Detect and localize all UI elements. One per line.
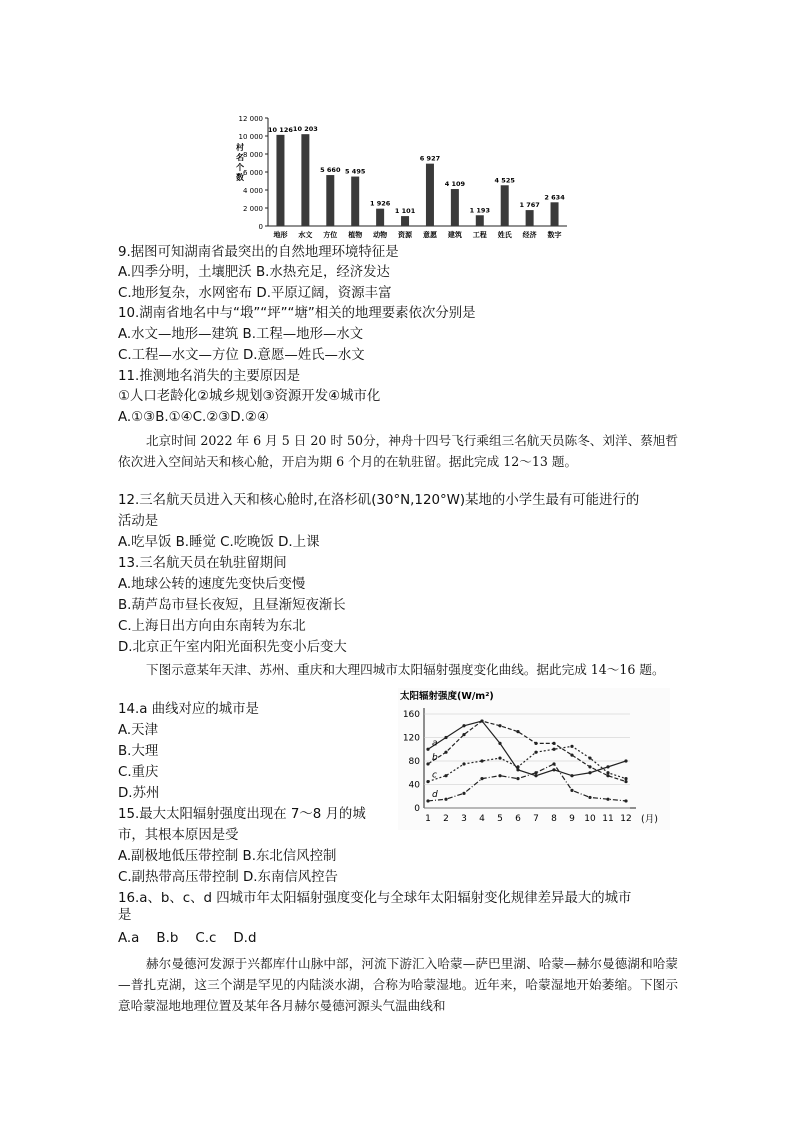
- q16-options: A.a B.b C.c D.d: [118, 931, 257, 946]
- bar-chart-value-label: 1 101: [394, 207, 416, 216]
- line-chart-xtick-label: 9: [569, 814, 575, 824]
- bar-chart-value-label: 5 495: [345, 167, 366, 176]
- bar-chart-category-label: 意愿: [422, 231, 437, 239]
- line-chart-point: [444, 774, 447, 777]
- line-chart-point: [534, 742, 537, 745]
- q13-option-a: A.地球公转的速度先变快后变慢: [118, 577, 306, 592]
- line-chart-point: [624, 799, 627, 802]
- bar-chart-bar: [426, 164, 434, 226]
- line-chart-xtick-label: 11: [602, 814, 614, 824]
- q13-stem: 13.三名航天员在轨驻留期间: [118, 556, 287, 571]
- line-chart-xlabel: (月): [641, 814, 658, 825]
- bar-chart-category-label: 经济: [522, 231, 537, 239]
- line-chart-point: [588, 765, 591, 768]
- line-chart-xtick-label: 10: [584, 814, 596, 824]
- bar-chart-value-label: 1 926: [369, 199, 391, 208]
- line-chart-point: [588, 756, 591, 759]
- line-chart-series-label: b: [432, 752, 438, 763]
- line-chart-series-c: [428, 746, 626, 781]
- bar-chart-value-label: 5 660: [320, 166, 341, 175]
- village-name-bar-chart: [222, 100, 572, 245]
- bar-chart-category-label: 数字: [547, 231, 562, 239]
- bar-chart-bar: [301, 134, 309, 226]
- q9-stem: 9.据图可知湖南省最突出的自然地理环境特征是: [118, 245, 399, 260]
- q13-option-b: B.葫芦岛市昼长夜短，且昼渐短夜渐长: [118, 598, 346, 613]
- bar-chart-bar: [401, 216, 409, 226]
- bar-chart-ylabel: 村名个数: [236, 143, 244, 182]
- line-chart-point: [498, 774, 501, 777]
- line-chart-xtick-label: 2: [443, 814, 449, 824]
- q12-options: A.吃早饭 B.睡觉 C.吃晚饭 D.上课: [118, 535, 320, 550]
- bar-chart-ytick-label: 8 000: [242, 151, 263, 159]
- bar-chart-value-label: 6 927: [419, 154, 441, 163]
- q14-option-b: B.大理: [118, 744, 159, 759]
- line-chart-xtick-label: 7: [533, 814, 539, 824]
- line-chart-point: [462, 733, 465, 736]
- q13-option-d: D.北京正午室内阳光面积先变小后变大: [118, 640, 347, 655]
- line-chart-point: [624, 780, 627, 783]
- line-chart-point: [462, 762, 465, 765]
- line-chart-point: [444, 751, 447, 754]
- line-chart-point: [552, 762, 555, 765]
- line-chart-point: [480, 759, 483, 762]
- line-chart-point: [552, 748, 555, 751]
- line-chart-xtick-label: 1: [425, 814, 431, 824]
- line-chart-point: [462, 724, 465, 727]
- line-chart-point: [516, 777, 519, 780]
- q10-options-cd: C.工程—水文—方位 D.意愿—姓氏—水文: [118, 348, 365, 363]
- line-chart-point: [570, 745, 573, 748]
- q13-option-c: C.上海日出方向由东南转为东北: [118, 619, 306, 634]
- line-chart-point: [534, 751, 537, 754]
- bar-chart-category-label: 植物: [348, 231, 363, 239]
- line-chart-series-label: a: [432, 738, 438, 749]
- bar-chart-bar: [326, 175, 334, 226]
- bar-chart-ytick-label: 6 000: [242, 169, 263, 177]
- line-chart-xtick-label: 6: [515, 814, 521, 824]
- bar-chart-category-label: 方位: [323, 231, 338, 239]
- line-chart-ytick-label: 120: [402, 733, 420, 744]
- q9-options-cd: C.地形复杂，水网密布 D.平原辽阔，资源丰富: [118, 286, 392, 301]
- q16-stem-line2: 是: [118, 908, 132, 923]
- line-chart-point: [552, 742, 555, 745]
- bar-chart-value-label: 1 193: [469, 206, 490, 215]
- line-chart-ytick-label: 40: [408, 780, 420, 791]
- line-chart-ylabel: 太阳辐射强度(W/m²): [400, 691, 494, 702]
- line-chart-point: [588, 796, 591, 799]
- bar-chart-bar: [451, 189, 459, 226]
- line-chart-point: [480, 719, 483, 722]
- q15-options-ab: A.副极地低压带控制 B.东北信风控制: [118, 849, 337, 864]
- line-chart-series-label: d: [432, 789, 438, 800]
- bar-chart-category-label: 动物: [373, 231, 388, 239]
- bar-chart-value-label: 2 634: [544, 193, 565, 202]
- line-chart-point: [426, 799, 429, 802]
- bar-chart-category-label: 水文: [298, 231, 313, 239]
- bar-chart-bar: [351, 177, 359, 226]
- q11-items: ①人口老龄化②城乡规划③资源开发④城市化: [118, 389, 381, 404]
- line-chart-xtick-label: 5: [497, 814, 503, 824]
- q14-option-c: C.重庆: [118, 765, 159, 780]
- line-chart-point: [462, 792, 465, 795]
- line-chart-xtick-label: 12: [620, 814, 632, 824]
- q12-stem-line2: 活动是: [118, 514, 159, 529]
- bar-chart-bar: [501, 185, 509, 226]
- line-chart-point: [426, 780, 429, 783]
- line-chart-ytick-label: 160: [402, 710, 420, 720]
- q9-options-ab: A.四季分明，土壤肥沃 B.水热充足，经济发达: [118, 265, 390, 280]
- line-chart-point: [570, 789, 573, 792]
- bar-chart-value-label: 4 525: [494, 176, 515, 185]
- line-chart-ytick-label: 0: [414, 804, 420, 814]
- bar-chart-bar: [476, 215, 484, 226]
- line-chart-point: [516, 765, 519, 768]
- q15-stem-line1: 15.最大太阳辐射强度出现在 7～8 月的城: [118, 807, 366, 822]
- line-chart-point: [588, 771, 591, 774]
- intro-q14-16: 下图示意某年天津、苏州、重庆和大理四城市太阳辐射强度变化曲线。据此完成 14～16 题。: [146, 662, 665, 677]
- line-chart-point: [534, 774, 537, 777]
- line-chart-point: [606, 771, 609, 774]
- line-chart-xtick-label: 8: [551, 814, 557, 824]
- bar-chart-value-label: 10 126: [268, 125, 293, 134]
- line-chart-point: [498, 756, 501, 759]
- intro-q17: 赫尔曼德河发源于兴都库什山脉中部，河流下游汇入哈蒙—萨巴里湖、哈蒙—赫尔曼德湖和哈蒙—普扎克湖，这三个湖是罕见的内陆淡水湖，合称为哈蒙湿地。近年来，哈蒙湿地开始萎缩。下图示意哈蒙湿地地理位置及某年各月赫尔曼德河源头气温曲线和: [118, 956, 678, 1013]
- line-chart-point: [624, 759, 627, 762]
- q16-stem-line1: 16.a、b、c、d 四城市年太阳辐射强度变化与全球年太阳辐射变化规律差异最大的城市: [118, 891, 632, 906]
- bar-chart-category-label: 姓氏: [497, 231, 512, 239]
- bar-chart-category-label: 资源: [398, 231, 413, 239]
- bar-chart-category-label: 建筑: [447, 231, 462, 239]
- q11-options: A.①③B.①④C.②③D.②④: [118, 410, 269, 425]
- line-chart-point: [534, 771, 537, 774]
- q15-options-cd: C.副热带高压带控制 D.东南信风控告: [118, 870, 338, 885]
- bar-chart-category-label: 地形: [273, 231, 288, 239]
- bar-chart-ytick-label: 12 000: [238, 115, 263, 123]
- q14-option-a: A.天津: [118, 723, 158, 738]
- line-chart-point: [426, 748, 429, 751]
- bar-chart-ytick-label: 0: [258, 223, 263, 231]
- bar-chart-value-label: 10 203: [292, 125, 318, 134]
- q10-options-ab: A.水文—地形—建筑 B.工程—地形—水文: [118, 327, 364, 342]
- line-chart-point: [426, 762, 429, 765]
- bar-chart-ytick-label: 2 000: [242, 205, 263, 213]
- line-chart-point: [444, 798, 447, 801]
- line-chart-point: [480, 777, 483, 780]
- bar-chart-value-label: 4 109: [444, 180, 466, 189]
- line-chart-point: [624, 777, 627, 780]
- line-chart-series-d: [428, 764, 626, 801]
- bar-chart-bar: [526, 210, 534, 226]
- line-chart-point: [498, 742, 501, 745]
- line-chart-point: [516, 730, 519, 733]
- line-chart-xtick-label: 3: [461, 814, 467, 824]
- line-chart-point: [444, 736, 447, 739]
- solar-radiation-line-chart: [398, 688, 670, 830]
- line-chart-xtick-label: 4: [479, 814, 485, 824]
- q12-stem-line1: 12.三名航天员进入天和核心舱时,在洛杉矶(30°N,120°W)某地的小学生最有可能进行的: [118, 493, 640, 508]
- q10-stem: 10.湖南省地名中与“塅”“坪”“塘”相关的地理要素依次分别是: [118, 306, 476, 321]
- bar-chart-bar: [276, 135, 284, 226]
- intro-q12-13: 北京时间 2022 年 6 月 5 日 20 时 50分，神舟十四号飞行乘组三名航天员陈冬、刘洋、蔡旭哲依次进入空间站天和核心舱，开启为期 6 个月的在轨驻留。据此完成 12～13 题。: [118, 433, 678, 469]
- bar-chart-bar: [551, 202, 559, 226]
- line-chart-point: [516, 768, 519, 771]
- bar-chart-value-label: 1 767: [519, 201, 540, 210]
- q14-option-d: D.苏州: [118, 786, 160, 801]
- q11-stem: 11.推测地名消失的主要原因是: [118, 369, 300, 384]
- line-chart-point: [606, 798, 609, 801]
- line-chart-point: [570, 754, 573, 757]
- bar-chart-ytick-label: 4 000: [242, 187, 263, 195]
- line-chart-point: [606, 765, 609, 768]
- line-chart-point: [570, 774, 573, 777]
- line-chart-ytick-label: 80: [408, 757, 420, 767]
- line-chart-point: [498, 724, 501, 727]
- line-chart-point: [606, 774, 609, 777]
- bar-chart-bar: [376, 209, 384, 226]
- q14-stem: 14.a 曲线对应的城市是: [118, 702, 259, 717]
- bar-chart-ytick-label: 10 000: [238, 133, 263, 141]
- line-chart-series-label: c: [432, 770, 437, 781]
- bar-chart-category-label: 工程: [472, 231, 487, 239]
- q15-stem-line2: 市，其根本原因是受: [118, 828, 239, 843]
- line-chart-point: [552, 768, 555, 771]
